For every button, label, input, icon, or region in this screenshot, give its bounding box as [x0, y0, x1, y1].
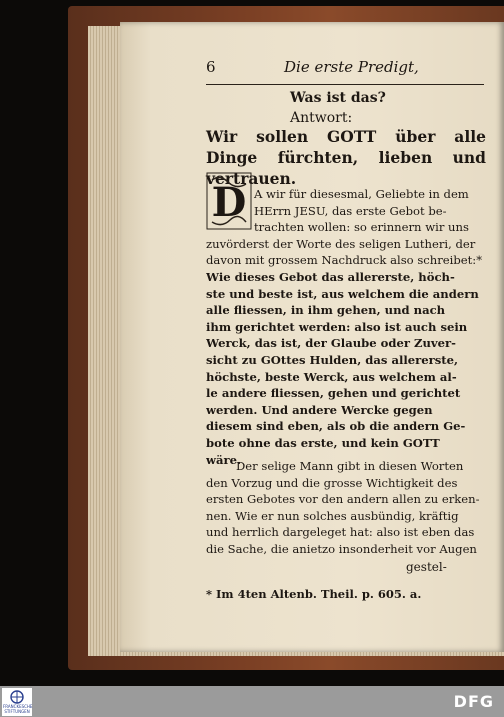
footnote: * Im 4ten Altenb. Theil. p. 605. a. [206, 587, 422, 601]
text-line: zuvörderst der Worte des seligen Lutheri, der [206, 236, 476, 251]
answer-text: Wir sollen GOTT über alle Dinge fürchten, lieben und vertrauen. [206, 127, 486, 188]
text-line: Wie dieses Gebot das allererste, höch- [206, 269, 455, 284]
text-line: Werck, das ist, der Glaube oder Zuver- [206, 336, 456, 351]
text-line: diesem sind eben, als ob die andern Ge- [206, 419, 466, 434]
text-line: sicht zu GOttes Hulden, das allererste, [206, 352, 459, 367]
text-line: ste und beste ist, aus welchem die andern [206, 286, 479, 301]
running-head: Die erste Predigt, [284, 58, 419, 76]
text-line: trachten wollen: so erinnern wir uns [254, 220, 469, 235]
question: Was ist das? [290, 90, 386, 106]
text-line: und herrlich dargeleget hat: also ist eben das [206, 525, 475, 540]
text-line: A wir für diesesmal, Geliebte in dem [254, 187, 469, 201]
francke-logo-icon [8, 690, 26, 704]
text-line: HErrn JESU, das erste Gebot be- [254, 203, 447, 218]
text-line: le andere fliessen, gehen und gerichtet [206, 386, 461, 401]
paragraph-1 [206, 186, 486, 468]
paragraph-2 [206, 458, 486, 558]
text-line: werden. Und andere Wercke gegen [206, 402, 433, 417]
text-line: nen. Wie er nun solches ausbündig, kräftig [206, 508, 459, 523]
text-line: alle fliessen, in ihm gehen, und nach [206, 303, 446, 318]
text-line: bote ohne das erste, und kein GOTT [206, 435, 440, 450]
dfg-logo[interactable]: DFG [453, 692, 494, 711]
institution-logo[interactable] [2, 688, 32, 716]
text-line: davon mit grossem Nachdruck also schreibet:* [206, 253, 482, 268]
page-number: 6 [206, 58, 216, 76]
initial-letter: D [211, 179, 247, 226]
text-line: den Vorzug und die grosse Wichtigkeit des [206, 475, 458, 490]
text-line: die Sache, die anietzo insonderheit vor Augen [206, 541, 477, 556]
header-rule [206, 84, 484, 85]
logo-text: FRANCKESCHE STIFTUNGEN [3, 704, 33, 714]
text-line: ihm gerichtet werden: also ist auch sein [206, 319, 468, 334]
text-line: höchste, beste Werck, aus welchem al- [206, 369, 457, 384]
catchword: gestel- [406, 560, 447, 574]
text-line: wäre. [206, 452, 242, 467]
text-line: ersten Gebotes vor den andern allen zu erken- [206, 492, 480, 507]
text-line: Der selige Mann gibt in diesen Worten [236, 459, 464, 473]
answer-label: Antwort: [290, 110, 353, 126]
viewer-footer-bar [0, 686, 504, 717]
